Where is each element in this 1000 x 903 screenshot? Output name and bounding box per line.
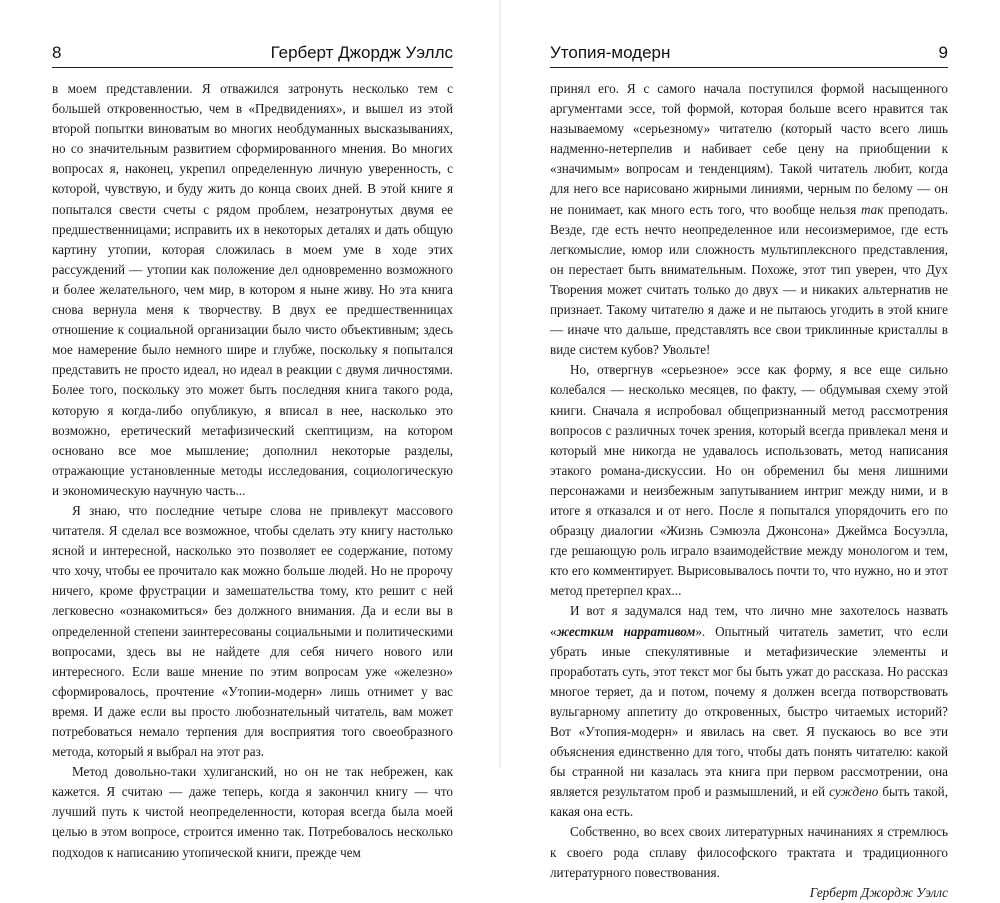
right-page (500, 0, 1000, 900)
page-number-right: 9 (938, 43, 948, 62)
text-run: И вот я задумался над тем, что лично мне захотелось назвать « (550, 603, 948, 639)
emphasis: так (861, 201, 884, 217)
text-run: принял его. Я с самого начала поступился формой насыщенного аргументами эссе, той формой, которая больше всего нравится так называемому «серьезному» читателю (который часто всего лишь надменно-нетерпелив и набивает себе цену на приобщении к «значимым» вопросам и тенденциям). Такой читатель любит, когда для него все нарисовано жирными линиями, черным по белому — он не понимает, как много есть того, что вообще нельзя (550, 81, 948, 217)
emphasis: жестким нарративом (556, 623, 696, 639)
paragraph: в моем представлении. Я отважился затронуть несколько тем с большей откровенностью, чем в «Предвидениях», и вышел из этой второй попытки виноватым во многих необдуманных высказываниях, но со значительным развитием сформированного мнения. Во многих вопросах я, наконец, укрепил определенную личную уверенность, с которой, чувствую, и буду жить до конца своих дней. В этой книге я попытался свести счеты с рядом проблем, незатронутых двумя ее предшественницами; исправить их в некоторых деталях и дать общую картину утопии, которая сложилась в моем уме в ходе этих рассуждений — утопии как положение дел одновременно возможного и более желательного, чем мир, в котором я ныне живу. Но эта книга снова вернула меня к творчеству. В двух ее предшественницах отношение к социальной организации было чисто объективным; здесь мое намерение было немного шире и глубже, поскольку я попытался представить не просто идеал, но идеал в реакции с двумя личностями. Более того, поскольку это может быть последняя книга такого рода, которую я когда-либо опубликую, я вписал в нее, насколько это возможно, еретический метафизический скептицизм, на котором основано все мое мышление; дополнил некоторые разделы, отражающие установленные методы исследования, социологическую и экономическую научную часть... (52, 81, 453, 498)
right-page-body (550, 79, 948, 903)
paragraph: Метод довольно-таки хулиганский, но он не так небрежен, как кажется. Я считаю — даже теперь, когда я закончил книгу — что лучший путь к чистой неопределенности, которая всегда была моей целью в этом вопросе, строится именно так. Потребовалось несколько подходов к написанию утопической книги, прежде чем (52, 764, 453, 860)
paragraph: Но, отвергнув «серьезное» эссе как форму, я все еще сильно колебался — несколько месяцев, по факту, — обдумывая схему этой книги. Сначала я испробовал общепризнанный метод рассмотрения вопросов с различных точек зрения, который всегда привлекал меня и который мне никогда не удавалось использовать, метод написания этакого романа-дискуссии. Но он обременил бы меня лишними персонажами и неизбежным запутыванием интриг между ними, и в итоге я отказался и от него. После я попытался упорядочить его по образцу диалогии «Жизнь Сэмюэла Джонсона» Джеймса Босуэлла, где решающую роль играло взаимодействие между монологом и тем, кто его комментирует. Вырисовывалось почти то, что нужно, но и этот метод претерпел крах... (550, 362, 948, 599)
paragraph (550, 79, 948, 360)
paragraph: Собственно, во всех своих литературных начинаниях я стремлюсь к своего рода сплаву философского трактата и традиционного литературного повествования. (550, 824, 948, 880)
paragraph: Я знаю, что последние четыре слова не привлекут массового читателя. Я сделал все возможное, чтобы сделать эту книгу настолько ясной и интересной, насколько это позволяет ее содержание, потому что хочу, чтобы ее прочитало как можно больше людей. Но не пророчу ничего, кроме фрустрации и замешательства тому, кто решит с ней легковесно «ознакомиться» без должного внимания. Да и если вы в определенной степени заинтересованы социальными и политическими вопросами, здесь вы не найдете для себя ничего нового или интересного. Если ваше мнение по этим вопросам уже «железно» сформировалось, прочтение «Утопии-модерн» лишь отнимет у вас время. И даже если вы просто любознательный читатель, вам может потребоваться немало терпения для восприятия того своеобразного метода, который я выбрал на этот раз. (52, 502, 453, 760)
running-head-title: Утопия-модерн (550, 43, 671, 62)
paragraph (550, 601, 948, 822)
page-number-left: 8 (52, 43, 62, 62)
right-page-header (550, 40, 948, 68)
text-run: быть такой, какая она есть. (550, 784, 948, 820)
text-run: ». Опытный читатель заметит, что если убрать иные спекулятивные и метафизические элементы и проработать суть, этот текст мог бы быть ужат до рассказа. Но рассказ многое теряет, да и потом, почему я должен всегда потворствовать вульгарному аппетиту до откровенных, быстро читаемых историй? Вот «Утопия-модерн» и явилась на свет. Я пускаюсь во все эти объяснения единственно для того, чтобы дать понять читателю: какой бы странной ни казалась эта книга при первом рассмотрении, она является результатом проб и размышлений, и ей (550, 623, 948, 800)
left-page-body (52, 79, 453, 863)
left-page-header (52, 40, 453, 68)
running-head-author: Герберт Джордж Уэллс (270, 43, 453, 62)
signature: Герберт Джордж Уэллс (809, 884, 948, 900)
emphasis: суждено (829, 784, 879, 800)
left-page (0, 0, 500, 860)
text-run: преподать. Везде, где есть нечто неопределенное или несоизмеримое, где есть легкомыслие, юмор или сложность мультиплексного представления, он перестает быть внимательным. Похоже, этот тип уверен, что Дух Творения может считать только до двух — и никаких альтернатив не признает. Такому читателю я даже и не пытаюсь угодить в этой книге — иначе что дальше, представлять все свои триклинные кристаллы в виде систем кубов? Увольте! (550, 201, 948, 358)
